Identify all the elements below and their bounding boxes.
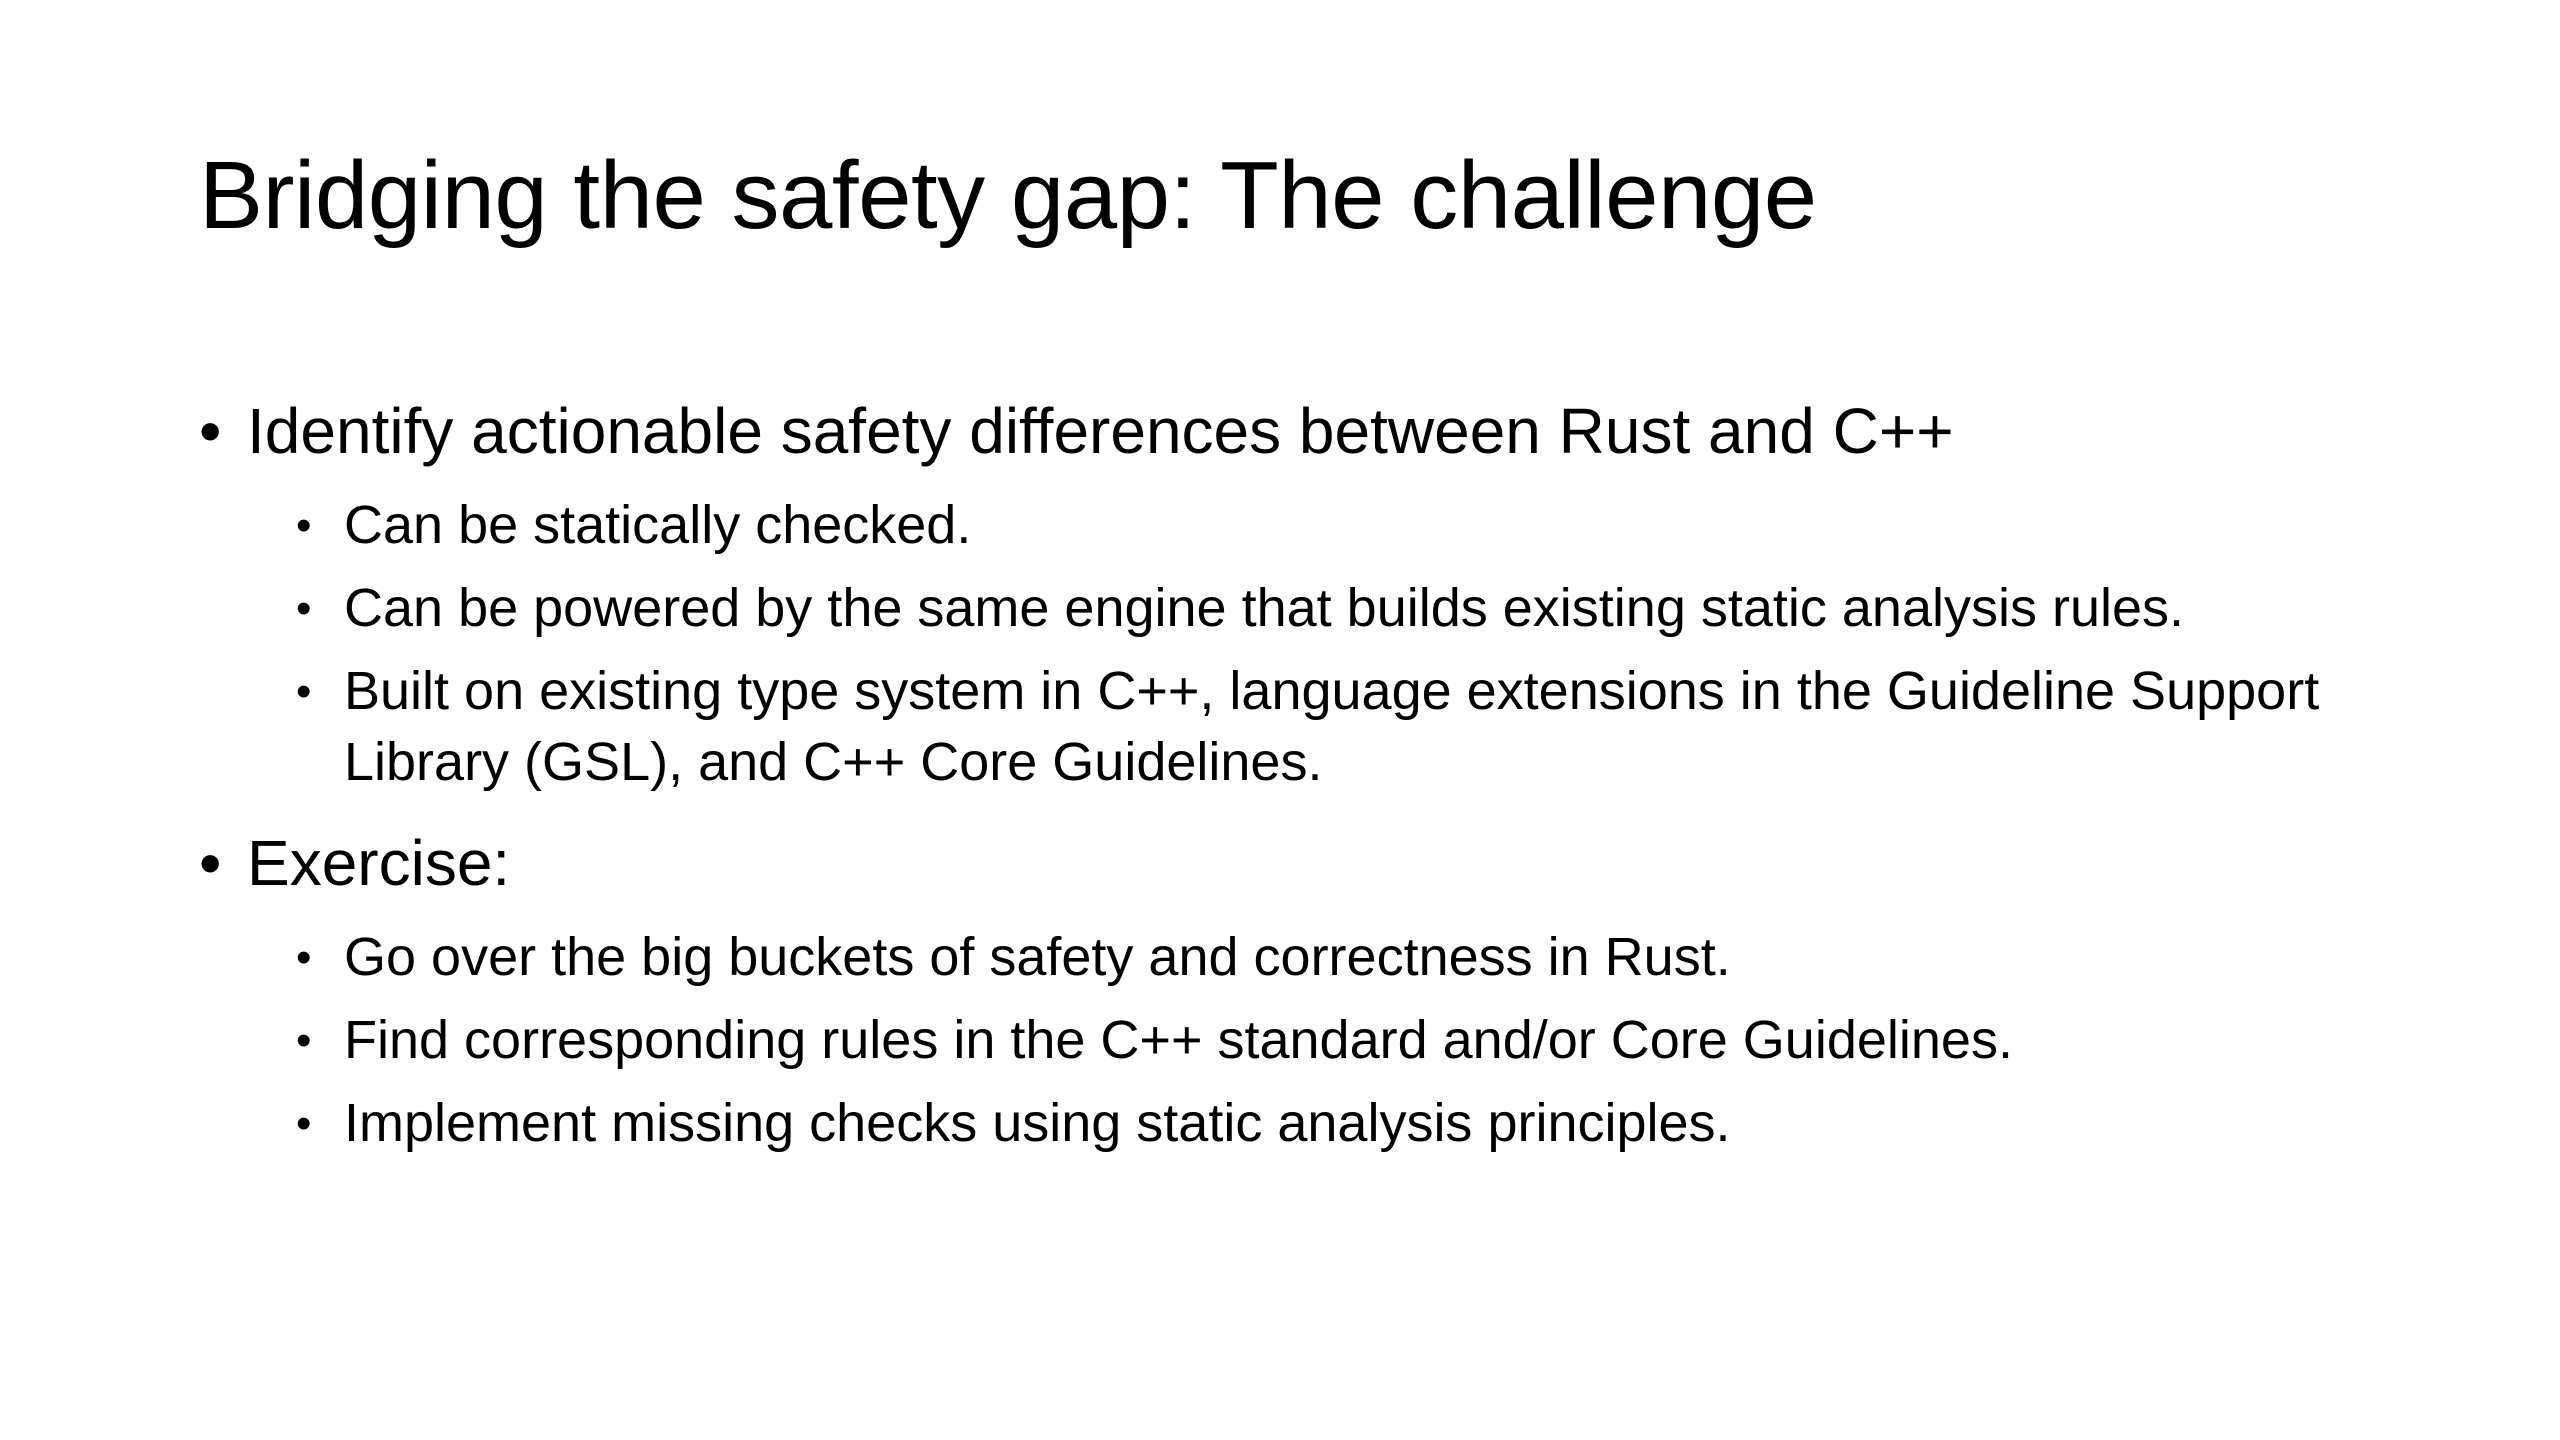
sub-bullet-glyph: • [296,501,312,550]
sub-bullet-item [296,1005,2456,1076]
sub-bullet-item [296,922,2456,993]
sub-bullet-item [296,490,2456,561]
sub-bullet-glyph: • [296,1099,312,1148]
sub-bullet-glyph: • [296,1016,312,1065]
sub-bullet-item [296,656,2356,798]
sub-bullet-glyph: • [296,584,312,633]
sub-bullet-glyph: • [296,933,312,982]
bullet-text: Identify actionable safety differences between Rust and C++ [247,395,1954,467]
sub-bullet-text: Can be statically checked. [344,495,972,555]
sub-bullet-text: Can be powered by the same engine that builds existing static analysis rules. [344,578,2185,638]
sub-bullet-text: Implement missing checks using static analysis principles. [344,1093,1731,1153]
bullet-text: Exercise: [247,827,511,899]
bullet-glyph: • [199,827,222,899]
sub-bullet-item [296,573,2456,644]
sub-bullet-item [296,1088,2456,1159]
slide-title: Bridging the safety gap: The challenge [199,142,1817,249]
sub-bullet-text: Built on existing type system in C++, language extensions in the Guideline Support Library (GSL), and C++ Core Guidelines. [344,661,2320,792]
sub-bullet-text: Go over the big buckets of safety and correctness in Rust. [344,927,1731,987]
sub-bullet-glyph: • [296,667,312,716]
bullet-glyph: • [199,395,222,467]
sub-bullet-text: Find corresponding rules in the C++ standard and/or Core Guidelines. [344,1010,2013,1070]
